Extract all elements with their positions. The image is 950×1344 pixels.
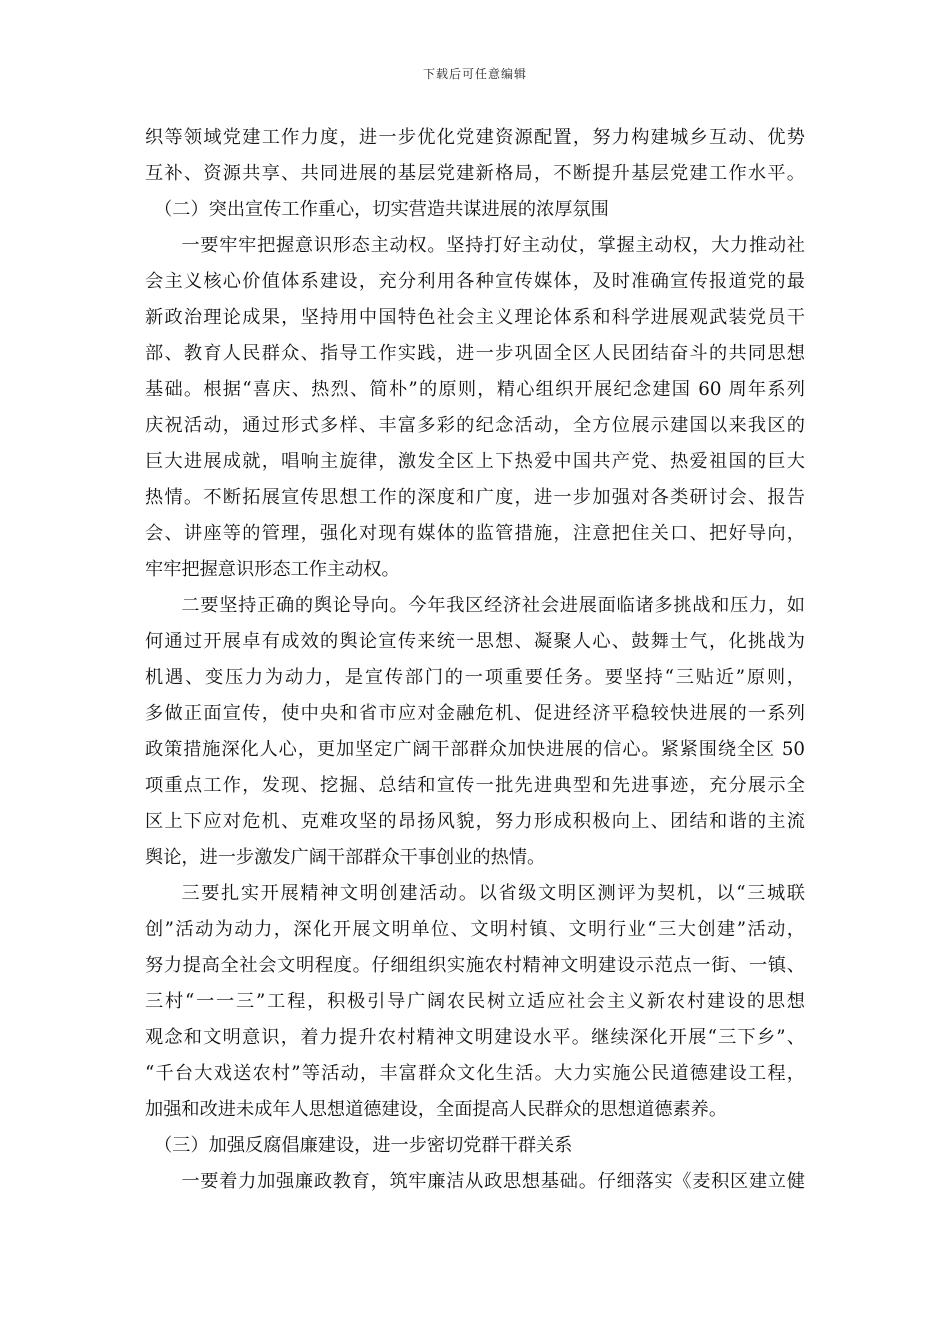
text-line: 努力提高全社会文明程度。仔细组织实施农村精神文明建设示范点一街、一镇、	[145, 955, 805, 976]
text-line: 一要着力加强廉政教育，筑牢廉洁从政思想基础。仔细落实《麦积区建立健	[181, 1171, 805, 1192]
text-line: 三村“一一三”工程，积极引导广阔农民树立适应社会主义新农村建设的思想	[145, 991, 805, 1012]
text-line: 基础。根据“喜庆、热烈、简朴”的原则，精心组织开展纪念建国 60 周年系列	[145, 379, 805, 400]
text-line: 三要扎实开展精神文明创建活动。以省级文明区测评为契机，以“三城联	[181, 883, 805, 904]
text-line: 项重点工作，发现、挖掘、总结和宣传一批先进典型和先进事迹，充分展示全	[145, 775, 805, 796]
text-line: 二要坚持正确的舆论导向。今年我区经济社会进展面临诸多挑战和压力，如	[181, 595, 805, 616]
text-line: （三）加强反腐倡廉建设，进一步密切党群干群关系	[154, 1135, 573, 1156]
text-line: 一要牢牢把握意识形态主动权。坚持打好主动仗，掌握主动权，大力推动社	[181, 235, 805, 256]
text-line: 会、讲座等的管理，强化对现有媒体的监管措施，注意把住关口、把好导向，	[145, 523, 805, 544]
page-header-caption: 下载后可任意编辑	[422, 67, 527, 81]
text-line: “千台大戏送农村”等活动，丰富群众文化生活。大力实施公民道德建设工程，	[145, 1063, 805, 1084]
text-line: 牢牢把握意识形态工作主动权。	[145, 559, 400, 580]
text-line: 加强和改进未成年人思想道德建设，全面提高人民群众的思想道德素养。	[145, 1099, 728, 1120]
text-line: 机遇、变压力为动力，是宣传部门的一项重要任务。要坚持“三贴近”原则，	[145, 667, 805, 688]
text-line: 何通过开展卓有成效的舆论宣传来统一思想、凝聚人心、鼓舞士气，化挑战为	[145, 631, 805, 652]
text-line: 多做正面宣传，使中央和省市应对金融危机、促进经济平稳较快进展的一系列	[145, 703, 805, 724]
text-line: 舆论，进一步激发广阔干部群众干事创业的热情。	[145, 847, 546, 868]
text-line: 巨大进展成就，唱响主旋律，激发全区上下热爱中国共产党、热爱祖国的巨大	[145, 451, 805, 472]
text-line: 区上下应对危机、克难攻坚的昂扬风貌，努力形成积极向上、团结和谐的主流	[145, 811, 805, 832]
text-line: 会主义核心价值体系建设，充分利用各种宣传媒体，及时准确宣传报道党的最	[145, 271, 805, 292]
text-line: （二）突出宣传工作重心，切实营造共谋进展的浓厚氛围	[154, 199, 609, 220]
text-line: 织等领域党建工作力度，进一步优化党建资源配置，努力构建城乡互动、优势	[145, 127, 805, 148]
document-body	[145, 120, 805, 1200]
text-line: 政策措施深化人心，更加坚定广阔干部群众加快进展的信心。紧紧围绕全区 50	[145, 739, 805, 760]
text-line: 观念和文明意识，着力提升农村精神文明建设水平。继续深化开展“三下乡”、	[145, 1027, 805, 1048]
text-line: 新政治理论成果，坚持用中国特色社会主义理论体系和科学进展观武装党员干	[145, 307, 805, 328]
text-line: 创”活动为动力，深化开展文明单位、文明村镇、文明行业“三大创建”活动，	[145, 919, 805, 940]
text-line: 热情。不断拓展宣传思想工作的深度和广度，进一步加强对各类研讨会、报告	[145, 487, 805, 508]
text-line: 庆祝活动，通过形式多样、丰富多彩的纪念活动，全方位展示建国以来我区的	[145, 415, 805, 436]
text-line: 部、教育人民群众、指导工作实践，进一步巩固全区人民团结奋斗的共同思想	[145, 343, 805, 364]
text-line: 互补、资源共享、共同进展的基层党建新格局，不断提升基层党建工作水平。	[145, 163, 805, 184]
